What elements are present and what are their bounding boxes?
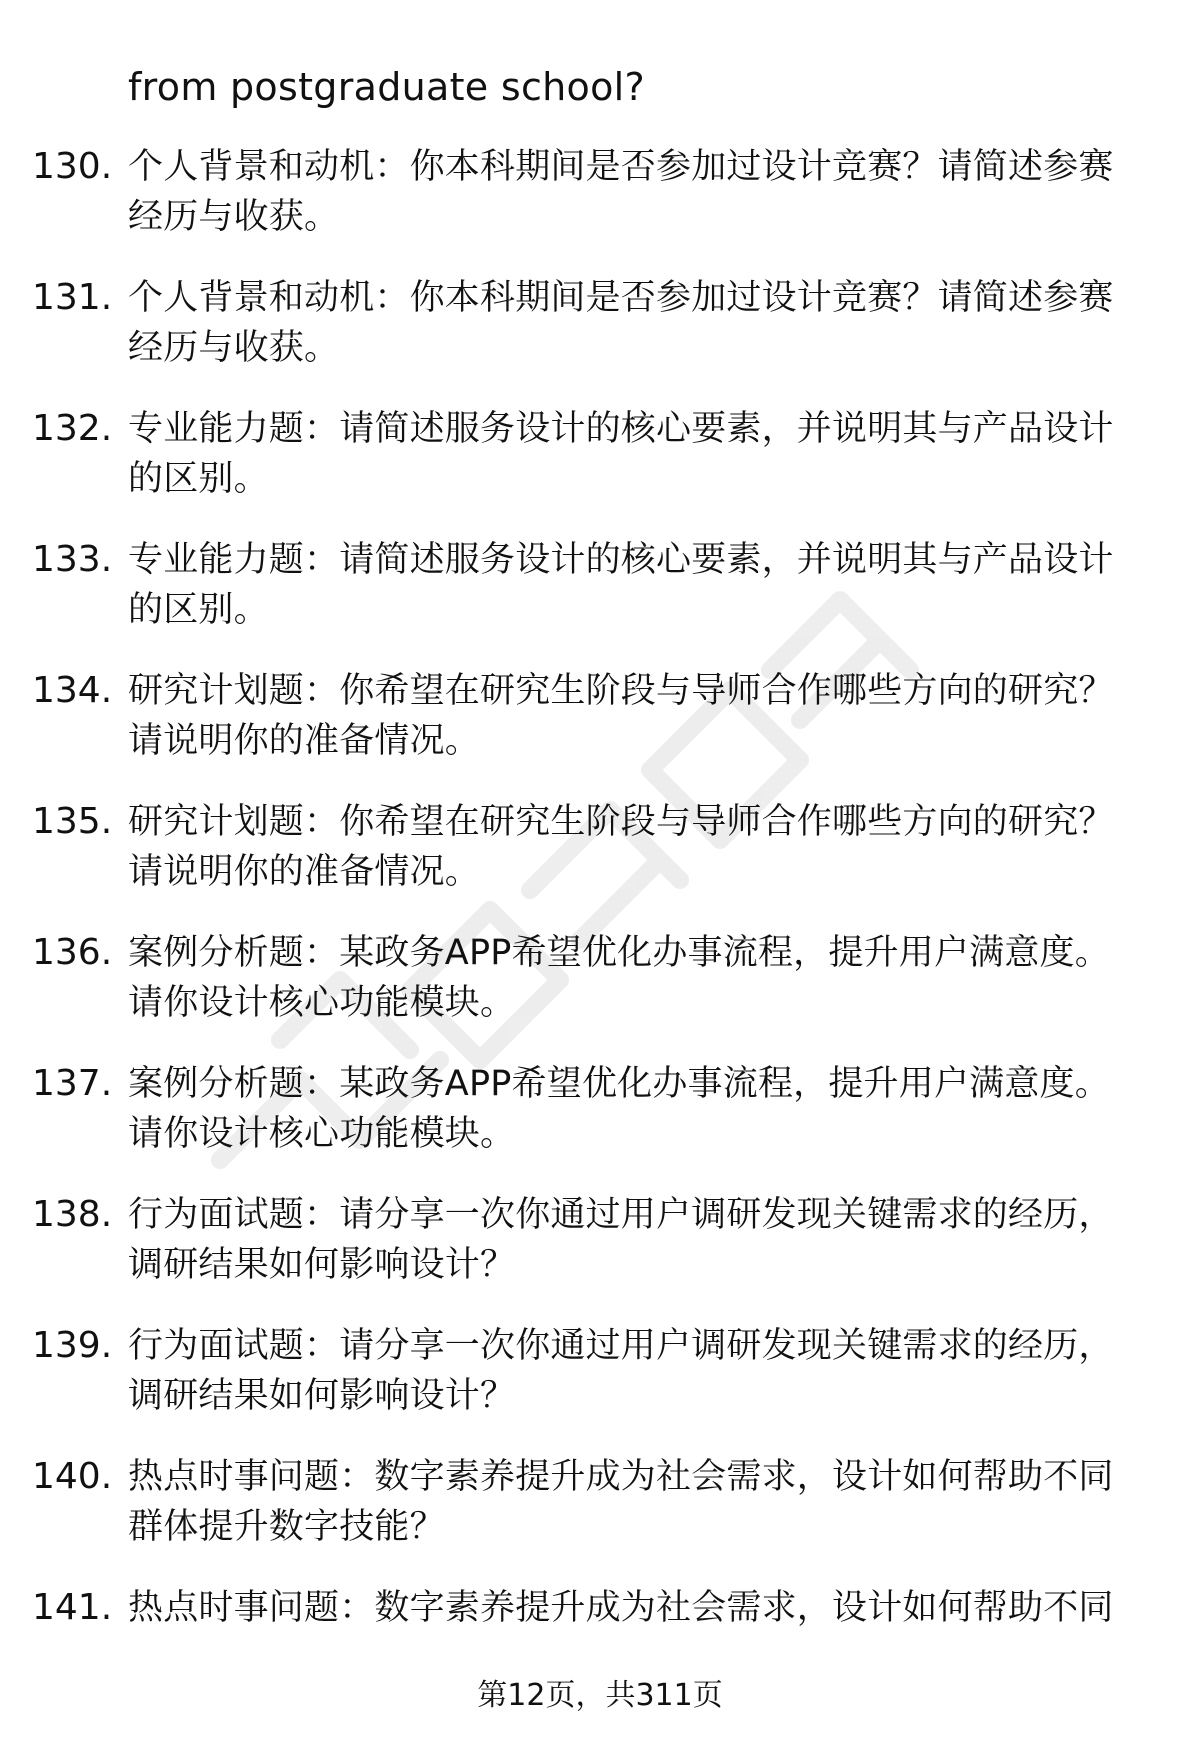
- question-number: 134.: [32, 670, 113, 711]
- question-item: [0, 1059, 1200, 1190]
- question-text: 案例分析题：某政务APP希望优化办事流程，提升用户满意度。请你设计核心功能模块。: [128, 933, 1110, 1023]
- question-number: 130.: [32, 146, 113, 187]
- question-number: 131.: [32, 277, 113, 318]
- question-number: 138.: [32, 1194, 113, 1235]
- question-list: [0, 142, 1200, 1714]
- question-number: 141.: [32, 1587, 113, 1628]
- question-number: 133.: [32, 539, 113, 580]
- question-number: 132.: [32, 408, 113, 449]
- question-text: 专业能力题：请简述服务设计的核心要素，并说明其与产品设计的区别。: [128, 409, 1114, 499]
- question-text: 案例分析题：某政务APP希望优化办事流程，提升用户满意度。请你设计核心功能模块。: [128, 1064, 1110, 1154]
- question-text: 研究计划题：你希望在研究生阶段与导师合作哪些方向的研究？请说明你的准备情况。: [128, 671, 1114, 761]
- question-item: [0, 1190, 1200, 1321]
- question-item: [0, 1321, 1200, 1452]
- question-item: [0, 666, 1200, 797]
- continuation-text: from postgraduate school?: [128, 65, 645, 109]
- question-text: 研究计划题：你希望在研究生阶段与导师合作哪些方向的研究？请说明你的准备情况。: [128, 802, 1114, 892]
- question-item: [0, 535, 1200, 666]
- page-footer: 第12页，共311页: [477, 1678, 723, 1713]
- question-item: [0, 797, 1200, 928]
- question-text: 行为面试题：请分享一次你通过用户调研发现关键需求的经历，调研结果如何影响设计？: [128, 1195, 1114, 1285]
- question-text: 行为面试题：请分享一次你通过用户调研发现关键需求的经历，调研结果如何影响设计？: [128, 1326, 1114, 1416]
- question-number: 137.: [32, 1063, 113, 1104]
- question-text: 个人背景和动机：你本科期间是否参加过设计竞赛？请简述参赛经历与收获。: [128, 147, 1114, 237]
- question-text: 专业能力题：请简述服务设计的核心要素，并说明其与产品设计的区别。: [128, 540, 1114, 630]
- question-item: [0, 1452, 1200, 1583]
- question-item: [0, 404, 1200, 535]
- question-text: 热点时事问题：数字素养提升成为社会需求，设计如何帮助不同: [128, 1588, 1114, 1628]
- question-item: [0, 142, 1200, 273]
- question-text: 个人背景和动机：你本科期间是否参加过设计竞赛？请简述参赛经历与收获。: [128, 278, 1114, 368]
- question-number: 139.: [32, 1325, 113, 1366]
- question-item: [0, 928, 1200, 1059]
- question-text: 热点时事问题：数字素养提升成为社会需求，设计如何帮助不同群体提升数字技能？: [128, 1457, 1114, 1547]
- question-number: 140.: [32, 1456, 113, 1497]
- question-item: [0, 273, 1200, 404]
- question-number: 136.: [32, 932, 113, 973]
- question-number: 135.: [32, 801, 113, 842]
